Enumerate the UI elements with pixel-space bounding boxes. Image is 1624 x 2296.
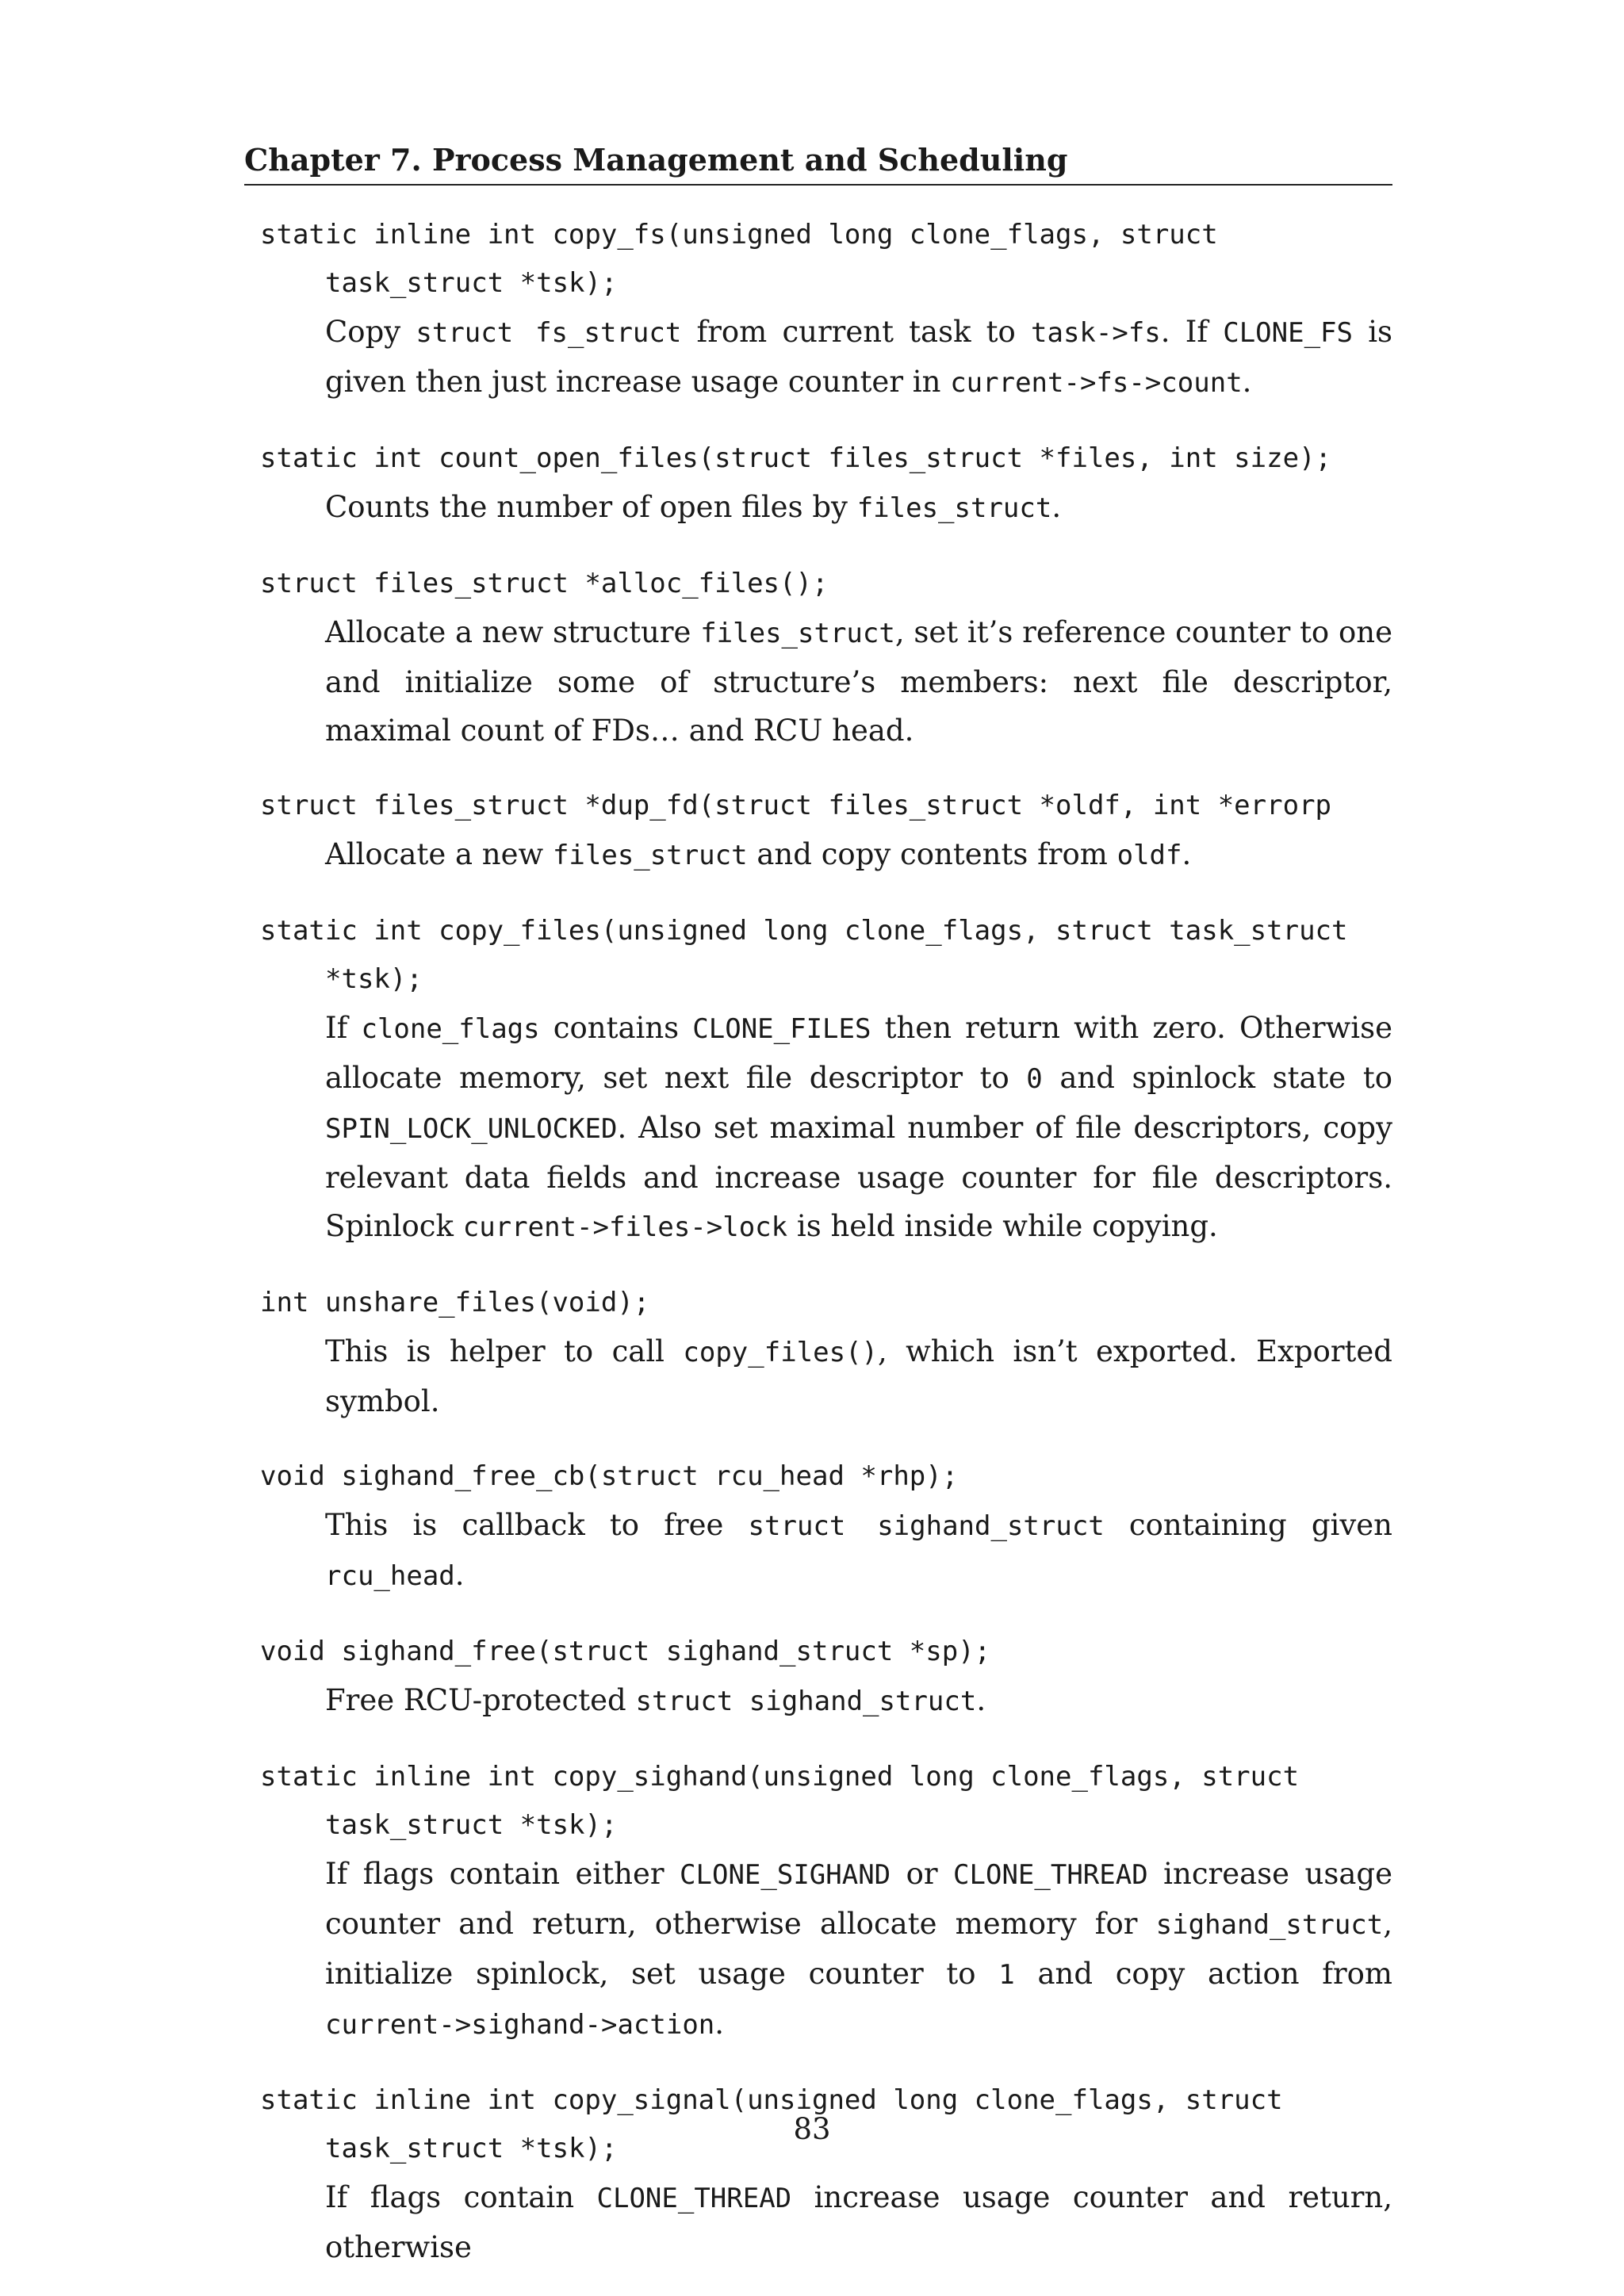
description-text: containing given [1104,1508,1392,1542]
code-identifier: sighand_struct [1155,1909,1384,1941]
function-description [325,1850,1392,2049]
function-list [244,211,1392,2271]
description-text: Allocate a new [325,837,553,871]
function-signature: void sighand_free_cb(struct rcu_head *rhp); [260,1460,959,1492]
description-text: . [454,1558,465,1592]
description-text: increase usage counter and return, otherwise [325,2180,1392,2264]
function-signature: int unshare_files(void); [260,1287,650,1318]
code-identifier: CLONE_THREAD [596,2183,792,2214]
code-identifier: CLONE_THREAD [953,1859,1148,1891]
function-entry [260,1452,1392,1601]
function-signature: static int count_open_files(struct files_struct *files, int size); [260,442,1332,474]
description-text: If flags contain [325,2180,597,2214]
code-identifier: task->fs [1031,317,1161,349]
description-text: and copy action from [1014,1957,1392,1991]
code-identifier: struct sighand_struct [635,1686,977,1717]
function-entry [260,1753,1392,2049]
description-text: , set it’s reference counter to one and initialize some of structure’s members: next file descriptor, maximal count of FDs… and RCU head. [325,615,1392,748]
description-text: Allocate a new structure [325,615,701,649]
code-identifier: oldf [1116,840,1182,871]
description-text: and spinlock state to [1042,1061,1392,1095]
description-text: . [976,1683,986,1717]
description-text: . [1182,837,1192,871]
function-entry [260,211,1392,408]
function-description [325,1004,1392,1252]
function-signature: static inline int copy_sighand(unsigned long clone_flags, struct task_struct *tsk); [260,1761,1300,1841]
description-text: increase usage counter and return, otherwise allocate memory for [325,1857,1392,1941]
description-text: . Also set maximal number of file descriptors, copy relevant data fields and increase usage counter for file descriptors. Spinlock [325,1111,1392,1243]
function-entry [260,1279,1392,1425]
code-identifier: CLONE_FS [1223,317,1353,349]
description-text: . [1242,365,1252,399]
function-entry [260,1628,1392,1726]
function-description [325,2173,1392,2271]
code-identifier: rcu_head [325,1560,455,1592]
code-identifier: files_struct [856,492,1052,524]
function-entry [260,907,1392,1252]
function-description [325,1676,1392,1726]
code-identifier: struct sighand_struct [748,1510,1105,1542]
function-entry [260,2076,1392,2271]
description-text: or [891,1857,954,1891]
function-signature: static inline int copy_fs(unsigned long clone_flags, struct task_struct *tsk); [260,219,1218,299]
function-signature: void sighand_free(struct sighand_struct *sp); [260,1636,991,1667]
page [244,141,1392,2282]
function-description [325,830,1392,880]
code-identifier: current->fs->count [950,367,1243,399]
description-text: and copy contents from [747,837,1117,871]
function-description [325,483,1392,533]
description-text: Free RCU-protected [325,1683,636,1717]
description-text: . If [1160,315,1224,349]
code-identifier: files_struct [552,840,748,871]
function-signature: struct files_struct *alloc_files(); [260,568,829,599]
function-description [325,608,1392,755]
description-text: is given then just increase usage counter in [325,315,1393,399]
code-identifier: 1 [998,1959,1015,1991]
running-head: Chapter 7. Process Management and Scheduling [244,141,1392,186]
function-entry [260,782,1392,880]
description-text: , which isn’t exported. Exported symbol. [325,1334,1392,1418]
function-entry [260,434,1392,533]
description-text: . [714,2007,725,2041]
code-identifier: CLONE_SIGHAND [680,1859,891,1891]
code-identifier: CLONE_FILES [692,1013,871,1045]
description-text: from current task to [681,315,1032,349]
page-number: 83 [793,2112,831,2146]
code-identifier: clone_flags [361,1013,540,1045]
function-description [325,308,1392,408]
description-text: Copy [325,315,416,349]
function-signature: static int copy_files(unsigned long clone_flags, struct task_struct *tsk); [260,915,1348,995]
description-text: If flags contain either [325,1857,680,1891]
code-identifier: files_struct [700,618,895,649]
code-identifier: current->sighand->action [325,2009,715,2041]
description-text: If [325,1011,362,1045]
description-text: then return with zero. Otherwise allocate memory, set next file descriptor to [325,1011,1393,1095]
description-text: is held inside while copying. [787,1209,1218,1243]
code-identifier: 0 [1026,1063,1043,1095]
description-text: contains [539,1011,693,1045]
function-signature: struct files_struct *dup_fd(struct files_struct *oldf, int *errorp [260,790,1332,821]
code-identifier: struct fs_struct [416,317,682,349]
description-text: This is helper to call [325,1334,684,1368]
code-identifier: copy_files() [683,1337,879,1368]
function-signature: static inline int copy_signal(unsigned long clone_flags, struct task_struct *tsk); [260,2084,1283,2164]
description-text: This is callback to free [325,1508,749,1542]
function-description [325,1327,1392,1425]
code-identifier: current->files->lock [462,1211,788,1243]
description-text: . [1051,490,1062,524]
code-identifier: SPIN_LOCK_UNLOCKED [325,1113,618,1145]
function-entry [260,560,1392,755]
description-text: Counts the number of open files by [325,490,857,524]
description-text: , initialize spinlock, set usage counter to [325,1907,1392,1991]
function-description [325,1501,1392,1601]
